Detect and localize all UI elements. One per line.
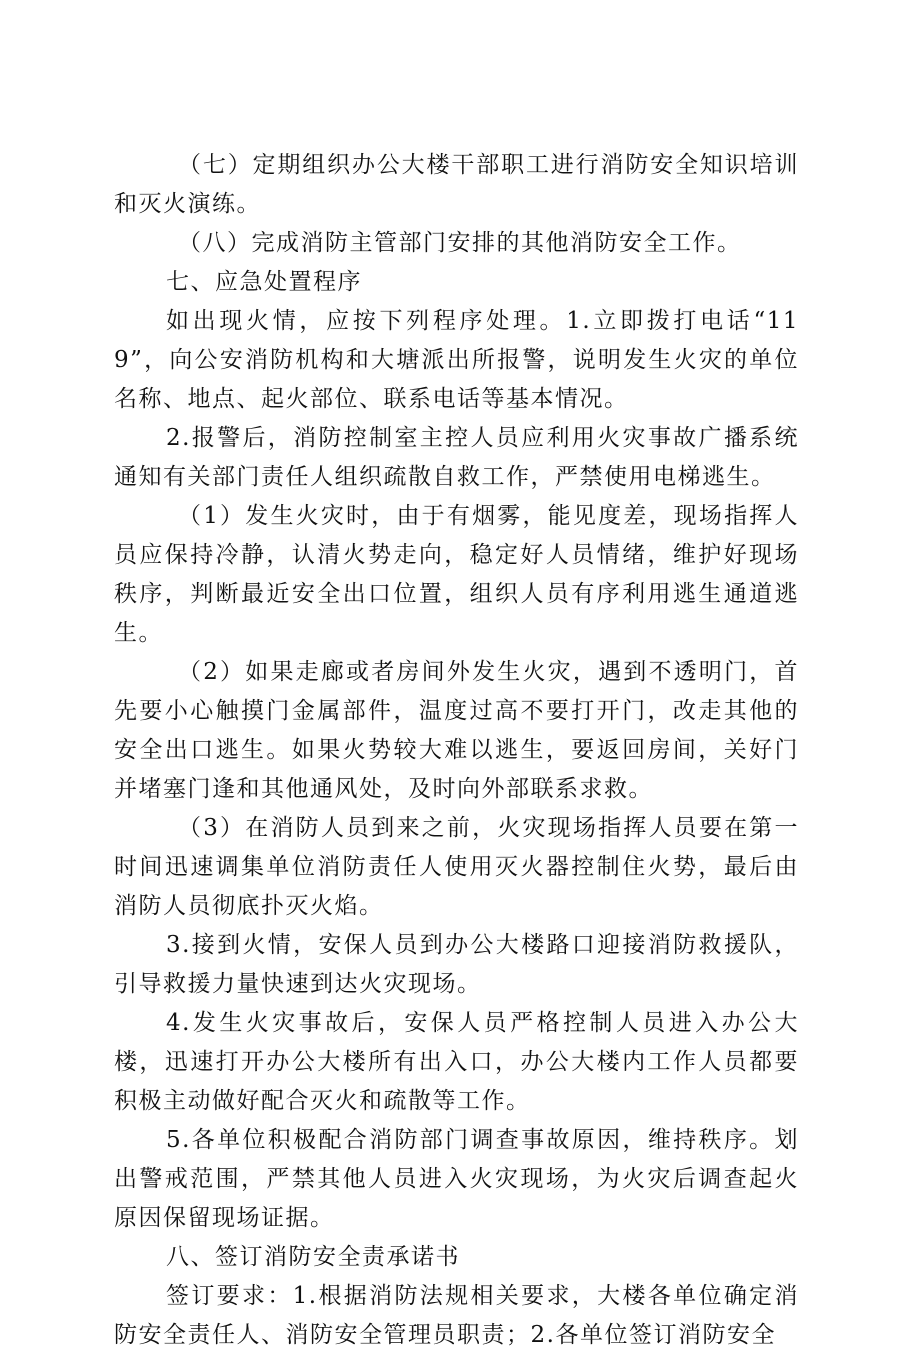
paragraph-step-4: 4.发生火灾事故后，安保人员严格控制人员进入办公大楼，迅速打开办公大楼所有出入口，办公大楼内工作人员都要积极主动做好配合灭火和疏散等工作。 (114, 1010, 799, 1114)
document-body (114, 146, 799, 1355)
paragraph-fire-procedure-intro: 如出现火情，应按下列程序处理。1.立即拨打电话“119”，向公安消防机构和大塘派出所报警，说明发生火灾的单位名称、地点、起火部位、联系电话等基本情况。 (114, 308, 799, 412)
section-heading-emergency-procedure: 七、应急处置程序 (166, 269, 362, 295)
paragraph-step-3: 3.接到火情，安保人员到办公大楼路口迎接消防救援队，引导救援力量快速到达火灾现场。 (114, 932, 799, 997)
paragraph-item-8: （八）完成消防主管部门安排的其他消防安全工作。 (178, 230, 742, 256)
paragraph-signing-requirements: 签订要求：1.根据消防法规相关要求，大楼各单位确定消防安全责任人、消防安全管理员职责；2.各单位签订消防安全 (114, 1283, 799, 1348)
paragraph-step-2: 2.报警后，消防控制室主控人员应利用火灾事故广播系统通知有关部门责任人组织疏散自救工作，严禁使用电梯逃生。 (114, 425, 799, 490)
section-heading-commitment: 八、签订消防安全责承诺书 (166, 1244, 460, 1270)
paragraph-step-5: 5.各单位积极配合消防部门调查事故原因，维持秩序。划出警戒范围，严禁其他人员进入火灾现场，为火灾后调查起火原因保留现场证据。 (114, 1127, 799, 1231)
paragraph-substep-2: （2）如果走廊或者房间外发生火灾，遇到不透明门，首先要小心触摸门金属部件，温度过高不要打开门，改走其他的安全出口逃生。如果火势较大难以逃生，要返回房间，关好门并堵塞门逢和其他通风处，及时向外部联系求救。 (114, 659, 799, 802)
paragraph-item-7: （七）定期组织办公大楼干部职工进行消防安全知识培训和灭火演练。 (114, 152, 799, 217)
paragraph-substep-3: （3）在消防人员到来之前，火灾现场指挥人员要在第一时间迅速调集单位消防责任人使用灭火器控制住火势，最后由消防人员彻底扑灭火焰。 (114, 815, 799, 919)
paragraph-substep-1: （1）发生火灾时，由于有烟雾，能见度差，现场指挥人员应保持冷静，认清火势走向，稳定好人员情绪，维护好现场秩序，判断最近安全出口位置，组织人员有序利用逃生通道逃生。 (114, 503, 799, 646)
